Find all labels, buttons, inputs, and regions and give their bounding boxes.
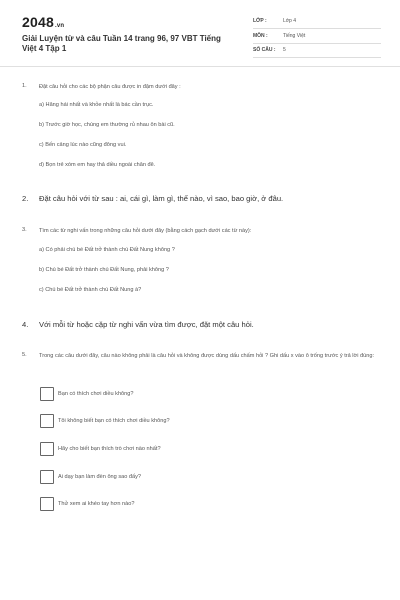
choice-text: Ai dạy bạn làm đèn ông sao đấy?	[58, 474, 142, 480]
meta-question-count	[253, 45, 381, 58]
meta-grade-value: Lớp 4	[283, 18, 297, 24]
question-number: 5.	[22, 352, 27, 358]
meta-subject	[253, 31, 381, 44]
option-1d: d) Bọn trẻ xóm em hay thả diều ngoài chân đê.	[39, 162, 156, 168]
question-number: 2.	[22, 194, 29, 203]
question-text: Với mỗi từ hoặc cặp từ nghi vấn vừa tìm được, đặt một câu hỏi.	[39, 320, 254, 329]
choice-text: Bạn có thích chơi diều không?	[58, 391, 134, 397]
answer-checkbox[interactable]	[40, 497, 54, 511]
meta-subject-label: MÔN :	[253, 33, 268, 39]
question-number: 1.	[22, 83, 27, 89]
logo-suffix: .vn	[54, 23, 65, 29]
page-title: Giải Luyện từ và câu Tuần 14 trang 96, 97 VBT Tiếng Việt 4 Tập 1	[22, 34, 221, 53]
choice-text: Thử xem ai khéo tay hơn nào?	[58, 501, 135, 507]
option-3c: c) Chú bé Đất trở thành chú Đất Nung à?	[39, 287, 142, 293]
answer-checkbox[interactable]	[40, 470, 54, 484]
question-text: Đặt câu hỏi với từ sau : ai, cái gì, làm gì, thế nào, vì sao, bao giờ, ở đâu.	[39, 194, 284, 203]
option-3a: a) Có phải chú bé Đất trở thành chú Đất Nung không ?	[39, 247, 175, 253]
site-logo[interactable]	[22, 14, 64, 30]
meta-subject-value: Tiếng Việt	[283, 33, 306, 39]
meta-grade-label: LỚP :	[253, 18, 267, 24]
answer-checkbox[interactable]	[40, 442, 54, 456]
meta-count-label: SỐ CÂU :	[253, 47, 276, 53]
option-1c: c) Bến cảng lúc nào cũng đông vui.	[39, 142, 127, 148]
worksheet-header	[0, 0, 400, 67]
logo-text: 2048	[22, 14, 54, 30]
choice-text: Tôi không biết bạn có thích chơi diều không?	[58, 418, 170, 424]
question-number: 4.	[22, 320, 29, 329]
meta-grade	[253, 16, 381, 29]
option-1a: a) Hăng hái nhất và khỏe nhất là bác cần trục.	[39, 102, 154, 108]
meta-count-value: 5	[283, 47, 286, 53]
question-text: Trong các câu dưới đây, câu nào không phải là câu hỏi và không được dùng dấu chấm hỏi ? Ghi dấu x vào ô trống trước ý trả lời đúng:	[39, 353, 374, 359]
choice-text: Hãy cho biết bạn thích trò chơi nào nhất?	[58, 446, 161, 452]
option-3b: b) Chú bé Đất trở thành chú Đất Nung, phải không ?	[39, 267, 169, 273]
question-text: Đặt câu hỏi cho các bộ phận câu được in đậm dưới đây :	[39, 84, 181, 90]
question-number: 3.	[22, 227, 27, 233]
option-1b: b) Trước giờ học, chúng em thường rủ nhau ôn bài cũ.	[39, 122, 175, 128]
answer-checkbox[interactable]	[40, 387, 54, 401]
answer-checkbox[interactable]	[40, 414, 54, 428]
question-text: Tìm các từ nghi vấn trong những câu hỏi dưới đây (bằng cách gạch dưới các từ này):	[39, 228, 252, 234]
